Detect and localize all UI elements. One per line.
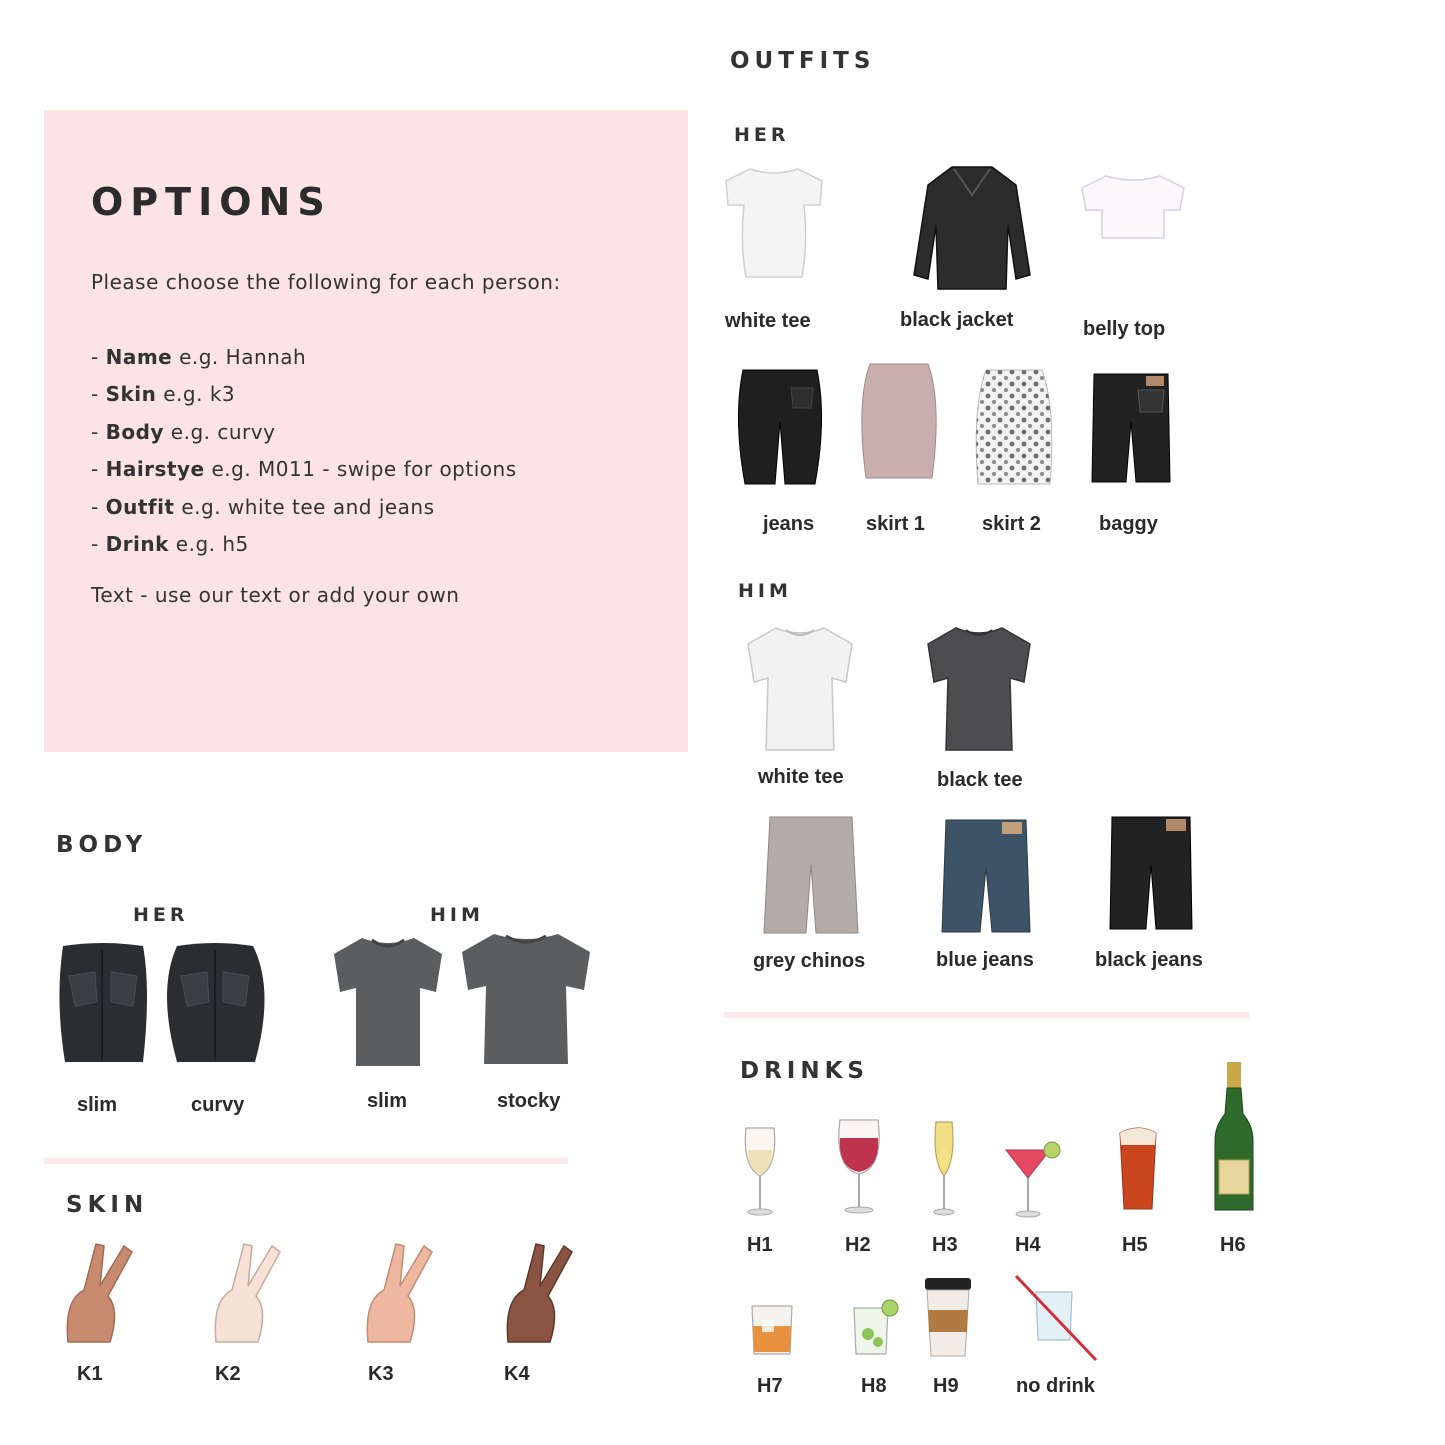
option-item-skin: - Skin e.g. k3 [91, 382, 236, 406]
body-her-curvy-label: curvy [191, 1094, 245, 1116]
drink-h6-label: H6 [1220, 1234, 1246, 1256]
options-panel [44, 110, 688, 752]
body-him-stocky-label: stocky [497, 1090, 561, 1112]
skin-k1-label: K1 [77, 1363, 103, 1385]
him-white-tee-image[interactable] [746, 624, 854, 754]
drink-h4-cocktail-icon[interactable] [1004, 1140, 1062, 1218]
him-white-tee-label: white tee [758, 766, 844, 788]
her-black-jacket-image[interactable] [912, 165, 1032, 291]
drink-h6-champagne-bottle-icon[interactable] [1213, 1060, 1255, 1214]
drink-h9-label: H9 [933, 1375, 959, 1397]
options-intro: Please choose the following for each person: [91, 270, 561, 294]
drink-h4-label: H4 [1015, 1234, 1041, 1256]
body-her-label: HER [133, 904, 189, 926]
drink-h7-label: H7 [757, 1375, 783, 1397]
option-item-drink: - Drink e.g. h5 [91, 532, 249, 556]
option-item-body: - Body e.g. curvy [91, 420, 276, 444]
him-grey-chinos-label: grey chinos [753, 950, 866, 972]
drink-h5-beer-icon[interactable] [1118, 1125, 1158, 1211]
drink-h2-red-wine-icon[interactable] [836, 1118, 882, 1214]
him-blue-jeans-image[interactable] [940, 818, 1032, 934]
him-grey-chinos-image[interactable] [762, 815, 860, 935]
skin-k2-hand-icon[interactable] [210, 1240, 285, 1345]
skin-k3-label: K3 [368, 1363, 394, 1385]
drink-h1-white-wine-icon[interactable] [742, 1126, 778, 1216]
skin-k2-label: K2 [215, 1363, 241, 1385]
her-skirt-2-label: skirt 2 [982, 513, 1041, 535]
skin-k4-hand-icon[interactable] [502, 1240, 577, 1345]
him-black-tee-image[interactable] [926, 624, 1032, 754]
body-section-title: BODY [56, 832, 148, 858]
him-blue-jeans-label: blue jeans [936, 949, 1034, 971]
options-title: OPTIONS [91, 180, 332, 224]
body-her-curvy-image[interactable] [163, 940, 268, 1065]
her-skirt-2-image[interactable] [972, 368, 1056, 486]
drink-h9-coffee-icon[interactable] [923, 1276, 973, 1358]
body-him-label: HIM [430, 904, 484, 926]
skin-k3-hand-icon[interactable] [362, 1240, 437, 1345]
drink-h3-label: H3 [932, 1234, 958, 1256]
drink-h3-champagne-icon[interactable] [930, 1120, 958, 1216]
her-skirt-1-label: skirt 1 [866, 513, 925, 535]
him-black-tee-label: black tee [937, 769, 1023, 791]
skin-k1-hand-icon[interactable] [62, 1240, 137, 1345]
her-baggy-label: baggy [1099, 513, 1158, 535]
drink-h1-label: H1 [747, 1234, 773, 1256]
her-baggy-image[interactable] [1090, 372, 1172, 484]
drink-h8-mojito-icon[interactable] [850, 1298, 900, 1356]
body-him-stocky-image[interactable] [460, 930, 592, 1070]
him-black-jeans-label: black jeans [1095, 949, 1203, 971]
her-jeans-image[interactable] [735, 368, 825, 486]
drinks-section-title: DRINKS [740, 1058, 869, 1084]
skin-k4-label: K4 [504, 1363, 530, 1385]
body-him-slim-label: slim [367, 1090, 408, 1112]
her-skirt-1-image[interactable] [856, 362, 942, 480]
her-jeans-label: jeans [763, 513, 815, 535]
option-item-hairstyle: - Hairstye e.g. M011 - swipe for options [91, 457, 517, 481]
drink-no-drink-icon[interactable] [1014, 1274, 1098, 1362]
body-her-slim-label: slim [77, 1094, 118, 1116]
options-text-note: Text - use our text or add your own [91, 583, 460, 607]
body-divider [44, 1158, 568, 1164]
drink-no-drink-label: no drink [1016, 1375, 1095, 1397]
option-item-name: - Name e.g. Hannah [91, 345, 307, 369]
outfits-section-title: OUTFITS [730, 48, 876, 74]
her-black-jacket-label: black jacket [900, 309, 1014, 331]
option-item-outfit: - Outfit e.g. white tee and jeans [91, 495, 435, 519]
body-him-slim-image[interactable] [332, 934, 444, 1072]
her-belly-top-label: belly top [1083, 318, 1166, 340]
drink-h8-label: H8 [861, 1375, 887, 1397]
her-belly-top-image[interactable] [1080, 172, 1186, 242]
skin-section-title: SKIN [66, 1192, 149, 1218]
drink-h5-label: H5 [1122, 1234, 1148, 1256]
outfits-him-label: HIM [738, 580, 792, 602]
drink-h2-label: H2 [845, 1234, 871, 1256]
outfits-divider [724, 1012, 1249, 1018]
her-white-tee-image[interactable] [722, 165, 826, 281]
drink-h7-whisky-icon[interactable] [750, 1304, 794, 1356]
outfits-her-label: HER [734, 124, 790, 146]
her-white-tee-label: white tee [725, 310, 811, 332]
body-her-slim-image[interactable] [55, 940, 150, 1065]
him-black-jeans-image[interactable] [1108, 815, 1194, 931]
